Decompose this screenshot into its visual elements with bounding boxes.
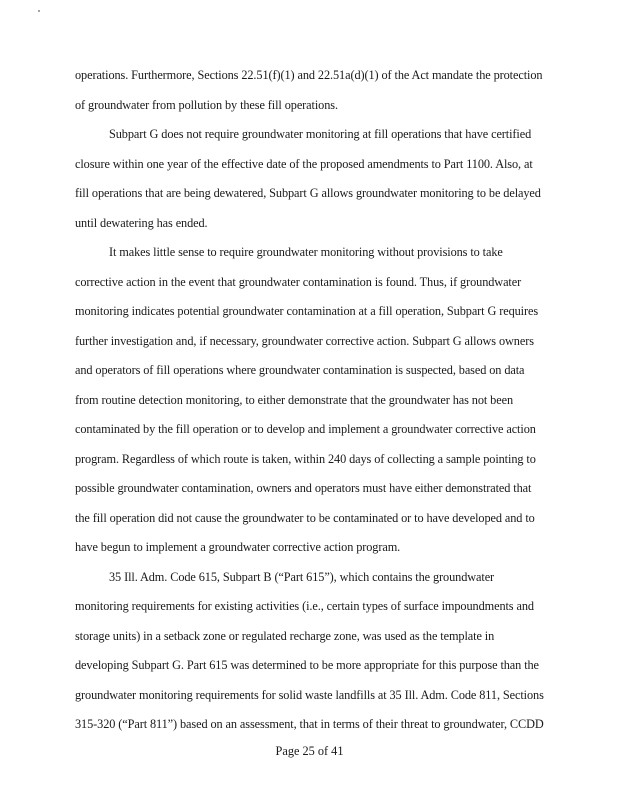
paragraph-2: Subpart G does not require groundwater monitoring at fill operations that have certified closure within one year of the effective date of the proposed amendments to Part 1100. Also, at fill operations that are being dewatered, Subpart G allows groundwater monitoring to be delayed until dewatering has ended. xyxy=(75,127,541,230)
paragraph-4: 35 Ill. Adm. Code 615, Subpart B (“Part 615”), which contains the groundwater monitoring requirements for existing activities (i.e., certain types of surface impoundments and storage units) in a setback zone or regulated recharge zone, was used as the template in developing Subpart G. Part 615 was determined to be more appropriate for this purpose than the groundwater monitoring requirements for solid waste landfills at 35 Ill. Adm. Code 811, Sections 315-320 (“Part 811”) based on an assessment, that in terms of their threat to groundwater, CCDD xyxy=(75,569,544,731)
paragraph-3: It makes little sense to require groundwater monitoring without provisions to take corrective action in the event that groundwater contamination is found. Thus, if groundwater monitoring indicates potential groundwater contamination at a fill operation, Subpart G requires further investigation and, if necessary, groundwater corrective action. Subpart G allows owners and operators of fill operations where groundwater contamination is suspected, based on data from routine detection monitoring, to either demonstrate that the groundwater has not been contaminated by the fill operation or to develop and implement a groundwater corrective action program. Regardless of which route is taken, within 240 days of collecting a sample pointing to possible groundwater contamination, owners and operators must have either demonstrated that the fill operation did not cause the groundwater to be contaminated or to have developed and to have begun to implement a groundwater corrective action program. xyxy=(75,245,539,554)
paragraph-1: operations. Furthermore, Sections 22.51(f)(1) and 22.51a(d)(1) of the Act mandate the protection of groundwater from pollution by these fill operations. xyxy=(75,68,543,112)
page-number: Page 25 of 41 xyxy=(275,744,344,758)
scan-speck xyxy=(38,10,40,12)
body-text xyxy=(75,61,547,740)
